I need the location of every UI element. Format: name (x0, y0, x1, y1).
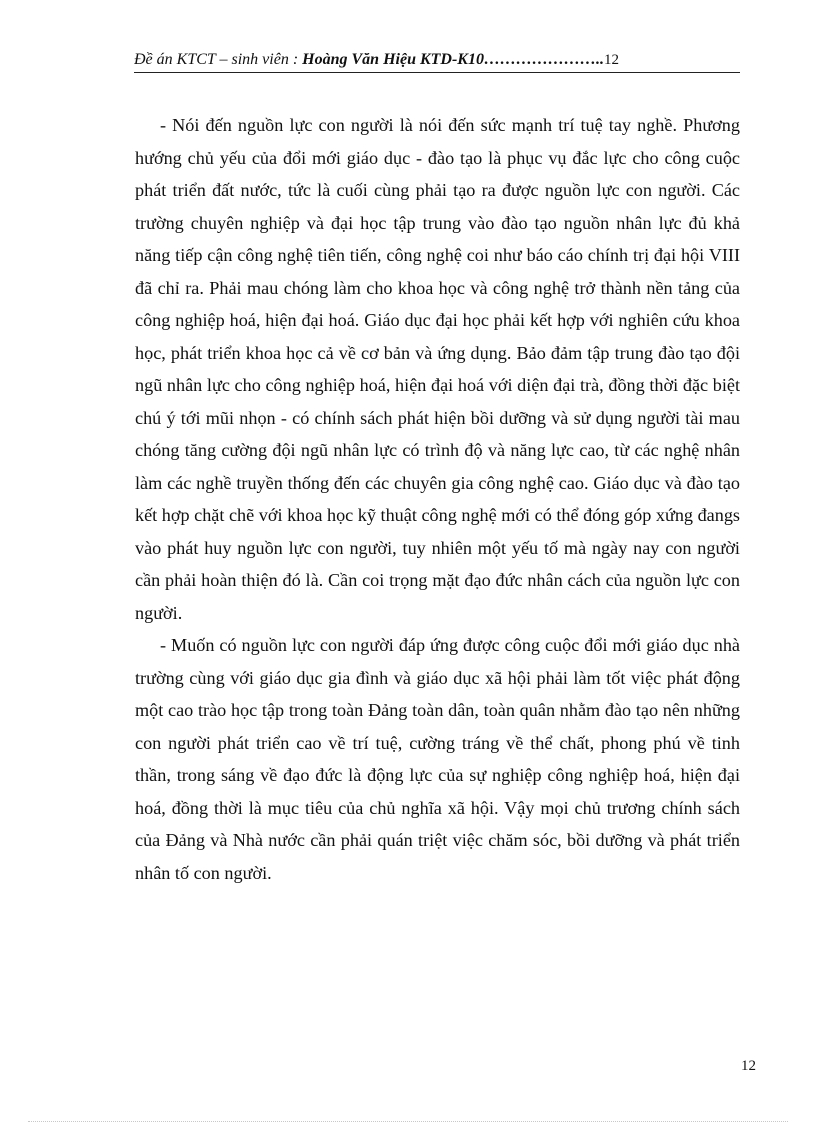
page-bottom-divider (28, 1121, 788, 1122)
footer-page-number: 12 (741, 1058, 756, 1074)
page-header (134, 48, 740, 73)
body-text (135, 109, 740, 889)
header-page-number: 12 (603, 52, 619, 68)
paragraph: - Muốn có nguồn lực con người đáp ứng được công cuộc đổi mới giáo dục nhà trường cùng với giáo dục gia đình và giáo dục xã hội phải làm tốt việc phát động một cao trào học tập trong toàn Đảng toàn dân, toàn quân nhằm đào tạo nên những con người phát triển cao về trí tuệ, cường tráng về thể chất, phong phú về tinh thần, trong sáng về đạo đức là động lực của sự nghiệp công nghiệp hoá, hiện đại hoá, đồng thời là mục tiêu của chủ nghĩa xã hội. Vậy mọi chủ trương chính sách của Đảng và Nhà nước cần phải quán triệt việc chăm sóc, bồi dưỡng và phát triển nhân tố con người. (135, 635, 740, 883)
header-author: Hoàng Văn Hiệu KTD-K10………………….. (302, 51, 604, 68)
paragraph: - Nói đến nguồn lực con người là nói đến sức mạnh trí tuệ tay nghề. Phương hướng chủ yếu của đổi mới giáo dục - đào tạo là phục vụ đắc lực cho công cuộc phát triển đất nước, tức là cuối cùng phải tạo ra được nguồn lực con người. Các trường chuyên nghiệp và đại học tập trung vào đào tạo nguồn nhân lực đủ khả năng tiếp cận công nghệ tiên tiến, công nghệ coi như báo cáo chính trị đại hội VIII đã chỉ ra. Phải mau chóng làm cho khoa học và công nghệ trở thành nền tảng của công nghiệp hoá, hiện đại hoá. Giáo dục đại học phải kết hợp với nghiên cứu khoa học, phát triển khoa học cả về cơ bản và ứng dụng. Bảo đảm tập trung đào tạo đội ngũ nhân lực cho công nghiệp hoá, hiện đại hoá với diện đại trà, đồng thời đặc biệt chú ý tới mũi nhọn - có chính sách phát hiện bồi dưỡng và sử dụng người tài mau chóng tăng cường đội ngũ nhân lực có trình độ và năng lực cao, từ các nghệ nhân làm các nghề truyền thống đến các chuyên gia công nghệ cao. Giáo dục và đào tạo kết hợp chặt chẽ với khoa học kỹ thuật công nghệ mới có thể đóng góp xứng đangs vào phát huy nguồn lực con người, tuy nhiên một yếu tố mà ngày nay con người cần phải hoàn thiện đó là. Cần coi trọng mặt đạo đức nhân cách của nguồn lực con người. (135, 115, 740, 623)
header-prefix: Đề án KTCT – sinh viên : (134, 51, 303, 68)
